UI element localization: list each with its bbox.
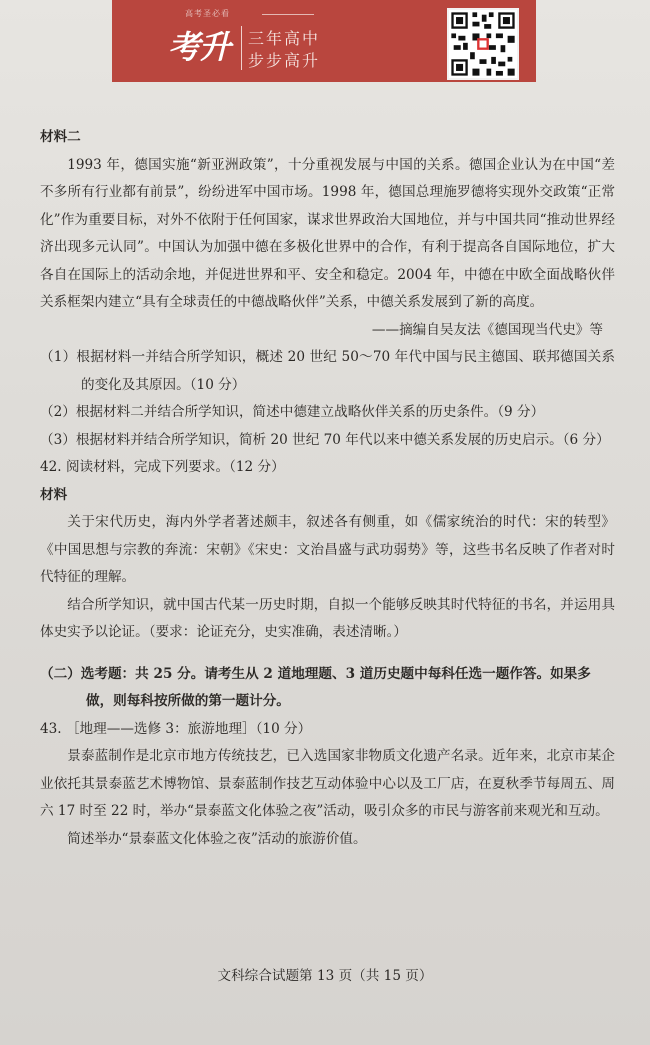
question-43-material: 景泰蓝制作是北京市地方传统技艺，已入选国家非物质文化遗产名录。近年来，北京市某企业依托其景泰蓝艺术博物馆、景泰蓝制作技艺互动体验中心以及工厂店，在夏秋季节每周五、周六 17 时至 22 时，举办“景泰蓝文化体验之夜”活动，吸引众多的市民与游客前来观光和互动。 bbox=[40, 748, 615, 819]
slogan-line1: 三年高中 bbox=[248, 29, 321, 48]
section-gap bbox=[40, 647, 615, 661]
exam-content bbox=[40, 124, 615, 853]
question-text: 根据材料一并结合所学知识，概述 20 世纪 50～70 年代中国与民主德国、联邦德国关系的变化及其原因。（10 分） bbox=[76, 349, 615, 393]
logo-divider bbox=[241, 26, 242, 70]
material2-text: 1993 年，德国实施“新亚洲政策”，十分重视发展与中国的关系。德国企业认为在中国“差不多所有行业都有前景”，纷纷进军中国市场。1998 年，德国总理施罗德将实现外交政策“正常化”作为重要目标，对外不依附于任何国家，谋求世界政治大国地位，并与中国共同“推动世界经济出现多元认同”。中国认为加强中德在多极化世界中的合作，有利于提高各自国际地位，扩大各自在国际上的活动余地，并促进世界和平、安全和稳定。2004 年，中德在中欧全面战略伙伴关系框架内建立“具有全球责任的中德战略伙伴”关系，中德关系发展到了新的高度。 bbox=[40, 156, 615, 310]
banner-small-text: 高考圣必看 bbox=[185, 9, 230, 18]
question-43-task: 简述举办“景泰蓝文化体验之夜”活动的旅游价值。 bbox=[67, 830, 367, 847]
question-42-task: 结合所学知识，就中国古代某一历史时期，自拟一个能够反映其时代特征的书名，并运用具体史实予以论证。（要求：论证充分，史实准确，表述清晰。） bbox=[40, 596, 615, 640]
question-42-title: 42. 阅读材料，完成下列要求。（12 分） bbox=[40, 459, 285, 475]
material2-citation: ——摘编自吴友法《德国现当代史》等 bbox=[371, 321, 603, 338]
question-41-3 bbox=[40, 427, 615, 455]
question-number: （3） bbox=[40, 431, 76, 448]
qr-code-icon[interactable] bbox=[447, 8, 519, 80]
slogan-line2: 步步高升 bbox=[248, 51, 321, 70]
question-41-2 bbox=[40, 399, 615, 427]
material2-heading: 材料二 bbox=[40, 129, 81, 145]
qr-code-graphic bbox=[449, 10, 517, 78]
question-43-title: 43. ［地理——选修 3：旅游地理］（10 分） bbox=[40, 720, 312, 737]
question-42-material-heading: 材料 bbox=[40, 486, 68, 503]
logo: 考升 bbox=[168, 28, 231, 66]
question-text: 根据材料二并结合所学知识，简述中德建立战略伙伴关系的历史条件。（9 分） bbox=[75, 404, 545, 420]
question-41-1 bbox=[40, 344, 615, 399]
question-number: （2） bbox=[40, 404, 76, 420]
question-text: 根据材料并结合所学知识，简析 20 世纪 70 年代以来中德关系发展的历史启示。（6 分） bbox=[75, 431, 610, 448]
page-footer: 文科综合试题第 13 页（共 15 页） bbox=[217, 968, 433, 984]
optional-section-instruction: （二）选考题：共 25 分。请考生从 2 道地理题、3 道历史题中每科任选一题作答。如果多做，则每科按所做的第一题计分。 bbox=[40, 665, 591, 709]
banner-divider-line bbox=[262, 14, 314, 15]
question-42-material-text: 关于宋代历史，海内外学者著述颇丰，叙述各有侧重，如《儒家统治的时代：宋的转型》《中国思想与宗教的奔流：宋朝》《宋史：文治昌盛与武功弱势》等，这些书名反映了作者对时代特征的理解。 bbox=[40, 514, 615, 585]
question-number: （1） bbox=[40, 349, 77, 365]
